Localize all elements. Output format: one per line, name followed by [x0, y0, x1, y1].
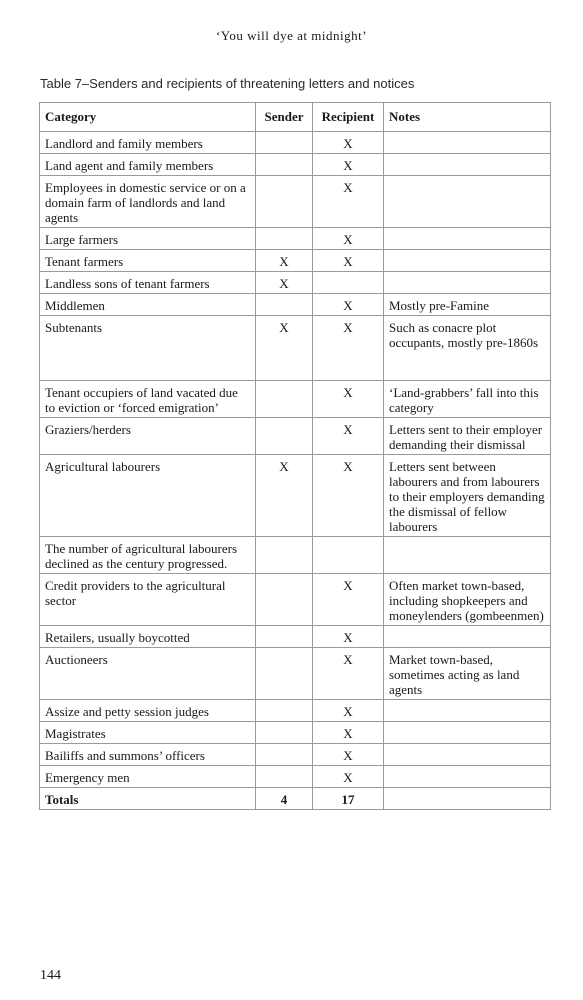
table-row [40, 132, 551, 154]
table-row [40, 766, 551, 788]
cell-category: Middlemen [40, 294, 256, 316]
cell-recipient: X [313, 574, 384, 626]
cell-recipient: X [313, 722, 384, 744]
table-row [40, 455, 551, 537]
cell-category: Agricultural labourers [40, 455, 256, 537]
table-row [40, 176, 551, 228]
cell-category: Emergency men [40, 766, 256, 788]
cell-recipient: X [313, 626, 384, 648]
cell-category: Large farmers [40, 228, 256, 250]
cell-category: Tenant occupiers of land vacated due to eviction or ‘forced emigration’ [40, 381, 256, 418]
totals-row [40, 788, 551, 810]
cell-category: Bailiffs and summons’ officers [40, 744, 256, 766]
cell-recipient: X [313, 455, 384, 537]
cell-recipient: X [313, 132, 384, 154]
table-row [40, 418, 551, 455]
header-sender: Sender [256, 103, 313, 132]
cell-sender: X [256, 272, 313, 294]
page-number: 144 [40, 968, 61, 983]
cell-recipient: X [313, 766, 384, 788]
totals-notes [384, 788, 551, 810]
cell-category: Landlord and family members [40, 132, 256, 154]
table-row [40, 537, 551, 574]
header-recipient: Recipient [313, 103, 384, 132]
cell-notes [384, 700, 551, 722]
cell-notes: ‘Land-grabbers’ fall into this category [384, 381, 551, 418]
cell-sender: X [256, 250, 313, 272]
cell-sender [256, 228, 313, 250]
totals-label: Totals [40, 788, 256, 810]
cell-category: The number of agricultural labourers declined as the century progressed. [40, 537, 256, 574]
cell-notes [384, 537, 551, 574]
table-row [40, 294, 551, 316]
cell-notes [384, 176, 551, 228]
cell-recipient: X [313, 700, 384, 722]
totals-recipient: 17 [313, 788, 384, 810]
running-head: ‘You will dye at midnight’ [215, 28, 368, 43]
table-caption: Table 7–Senders and recipients of threatening letters and notices [40, 76, 415, 91]
cell-sender [256, 648, 313, 700]
table-row [40, 626, 551, 648]
table-row [40, 250, 551, 272]
cell-category: Land agent and family members [40, 154, 256, 176]
cell-category: Magistrates [40, 722, 256, 744]
cell-notes: Letters sent to their employer demanding their dismissal [384, 418, 551, 455]
cell-category: Credit providers to the agricultural sector [40, 574, 256, 626]
cell-category: Graziers/herders [40, 418, 256, 455]
table-row [40, 381, 551, 418]
cell-sender [256, 176, 313, 228]
cell-category: Employees in domestic service or on a domain farm of landlords and land agents [40, 176, 256, 228]
cell-notes: Letters sent between labourers and from labourers to their employers demanding the dismissal of fellow labourers [384, 455, 551, 537]
cell-notes: Mostly pre-Famine [384, 294, 551, 316]
cell-sender [256, 294, 313, 316]
letters-table [39, 102, 551, 810]
cell-sender [256, 537, 313, 574]
cell-notes: Market town-based, sometimes acting as land agents [384, 648, 551, 700]
cell-notes [384, 722, 551, 744]
cell-category: Auctioneers [40, 648, 256, 700]
cell-sender [256, 700, 313, 722]
cell-sender [256, 574, 313, 626]
table-row [40, 574, 551, 626]
table-row [40, 700, 551, 722]
cell-notes [384, 766, 551, 788]
cell-recipient: X [313, 250, 384, 272]
cell-notes [384, 154, 551, 176]
cell-notes [384, 228, 551, 250]
cell-category: Subtenants [40, 316, 256, 381]
cell-recipient: X [313, 294, 384, 316]
cell-recipient [313, 272, 384, 294]
table-row [40, 648, 551, 700]
header-category: Category [40, 103, 256, 132]
table-row [40, 316, 551, 381]
totals-sender: 4 [256, 788, 313, 810]
cell-sender [256, 626, 313, 648]
cell-notes [384, 250, 551, 272]
cell-recipient: X [313, 648, 384, 700]
table-row [40, 228, 551, 250]
cell-recipient: X [313, 228, 384, 250]
cell-sender: X [256, 316, 313, 381]
header-notes: Notes [384, 103, 551, 132]
cell-notes [384, 272, 551, 294]
cell-sender [256, 418, 313, 455]
table-row [40, 154, 551, 176]
table-row [40, 722, 551, 744]
cell-sender [256, 154, 313, 176]
cell-recipient: X [313, 316, 384, 381]
cell-notes [384, 132, 551, 154]
cell-category: Retailers, usually boycotted [40, 626, 256, 648]
cell-recipient: X [313, 154, 384, 176]
cell-category: Tenant farmers [40, 250, 256, 272]
table-row [40, 272, 551, 294]
cell-category: Landless sons of tenant farmers [40, 272, 256, 294]
cell-recipient: X [313, 418, 384, 455]
cell-sender [256, 744, 313, 766]
cell-category: Assize and petty session judges [40, 700, 256, 722]
table-row [40, 744, 551, 766]
cell-sender: X [256, 455, 313, 537]
cell-sender [256, 381, 313, 418]
cell-notes [384, 744, 551, 766]
cell-recipient: X [313, 381, 384, 418]
table-header-row [40, 103, 551, 132]
cell-sender [256, 722, 313, 744]
cell-notes: Such as conacre plot occupants, mostly pre-1860s [384, 316, 551, 381]
cell-recipient: X [313, 744, 384, 766]
cell-sender [256, 132, 313, 154]
cell-recipient: X [313, 176, 384, 228]
cell-recipient [313, 537, 384, 574]
cell-sender [256, 766, 313, 788]
cell-notes [384, 626, 551, 648]
cell-notes: Often market town-based, including shopkeepers and moneylenders (gombeenmen) [384, 574, 551, 626]
